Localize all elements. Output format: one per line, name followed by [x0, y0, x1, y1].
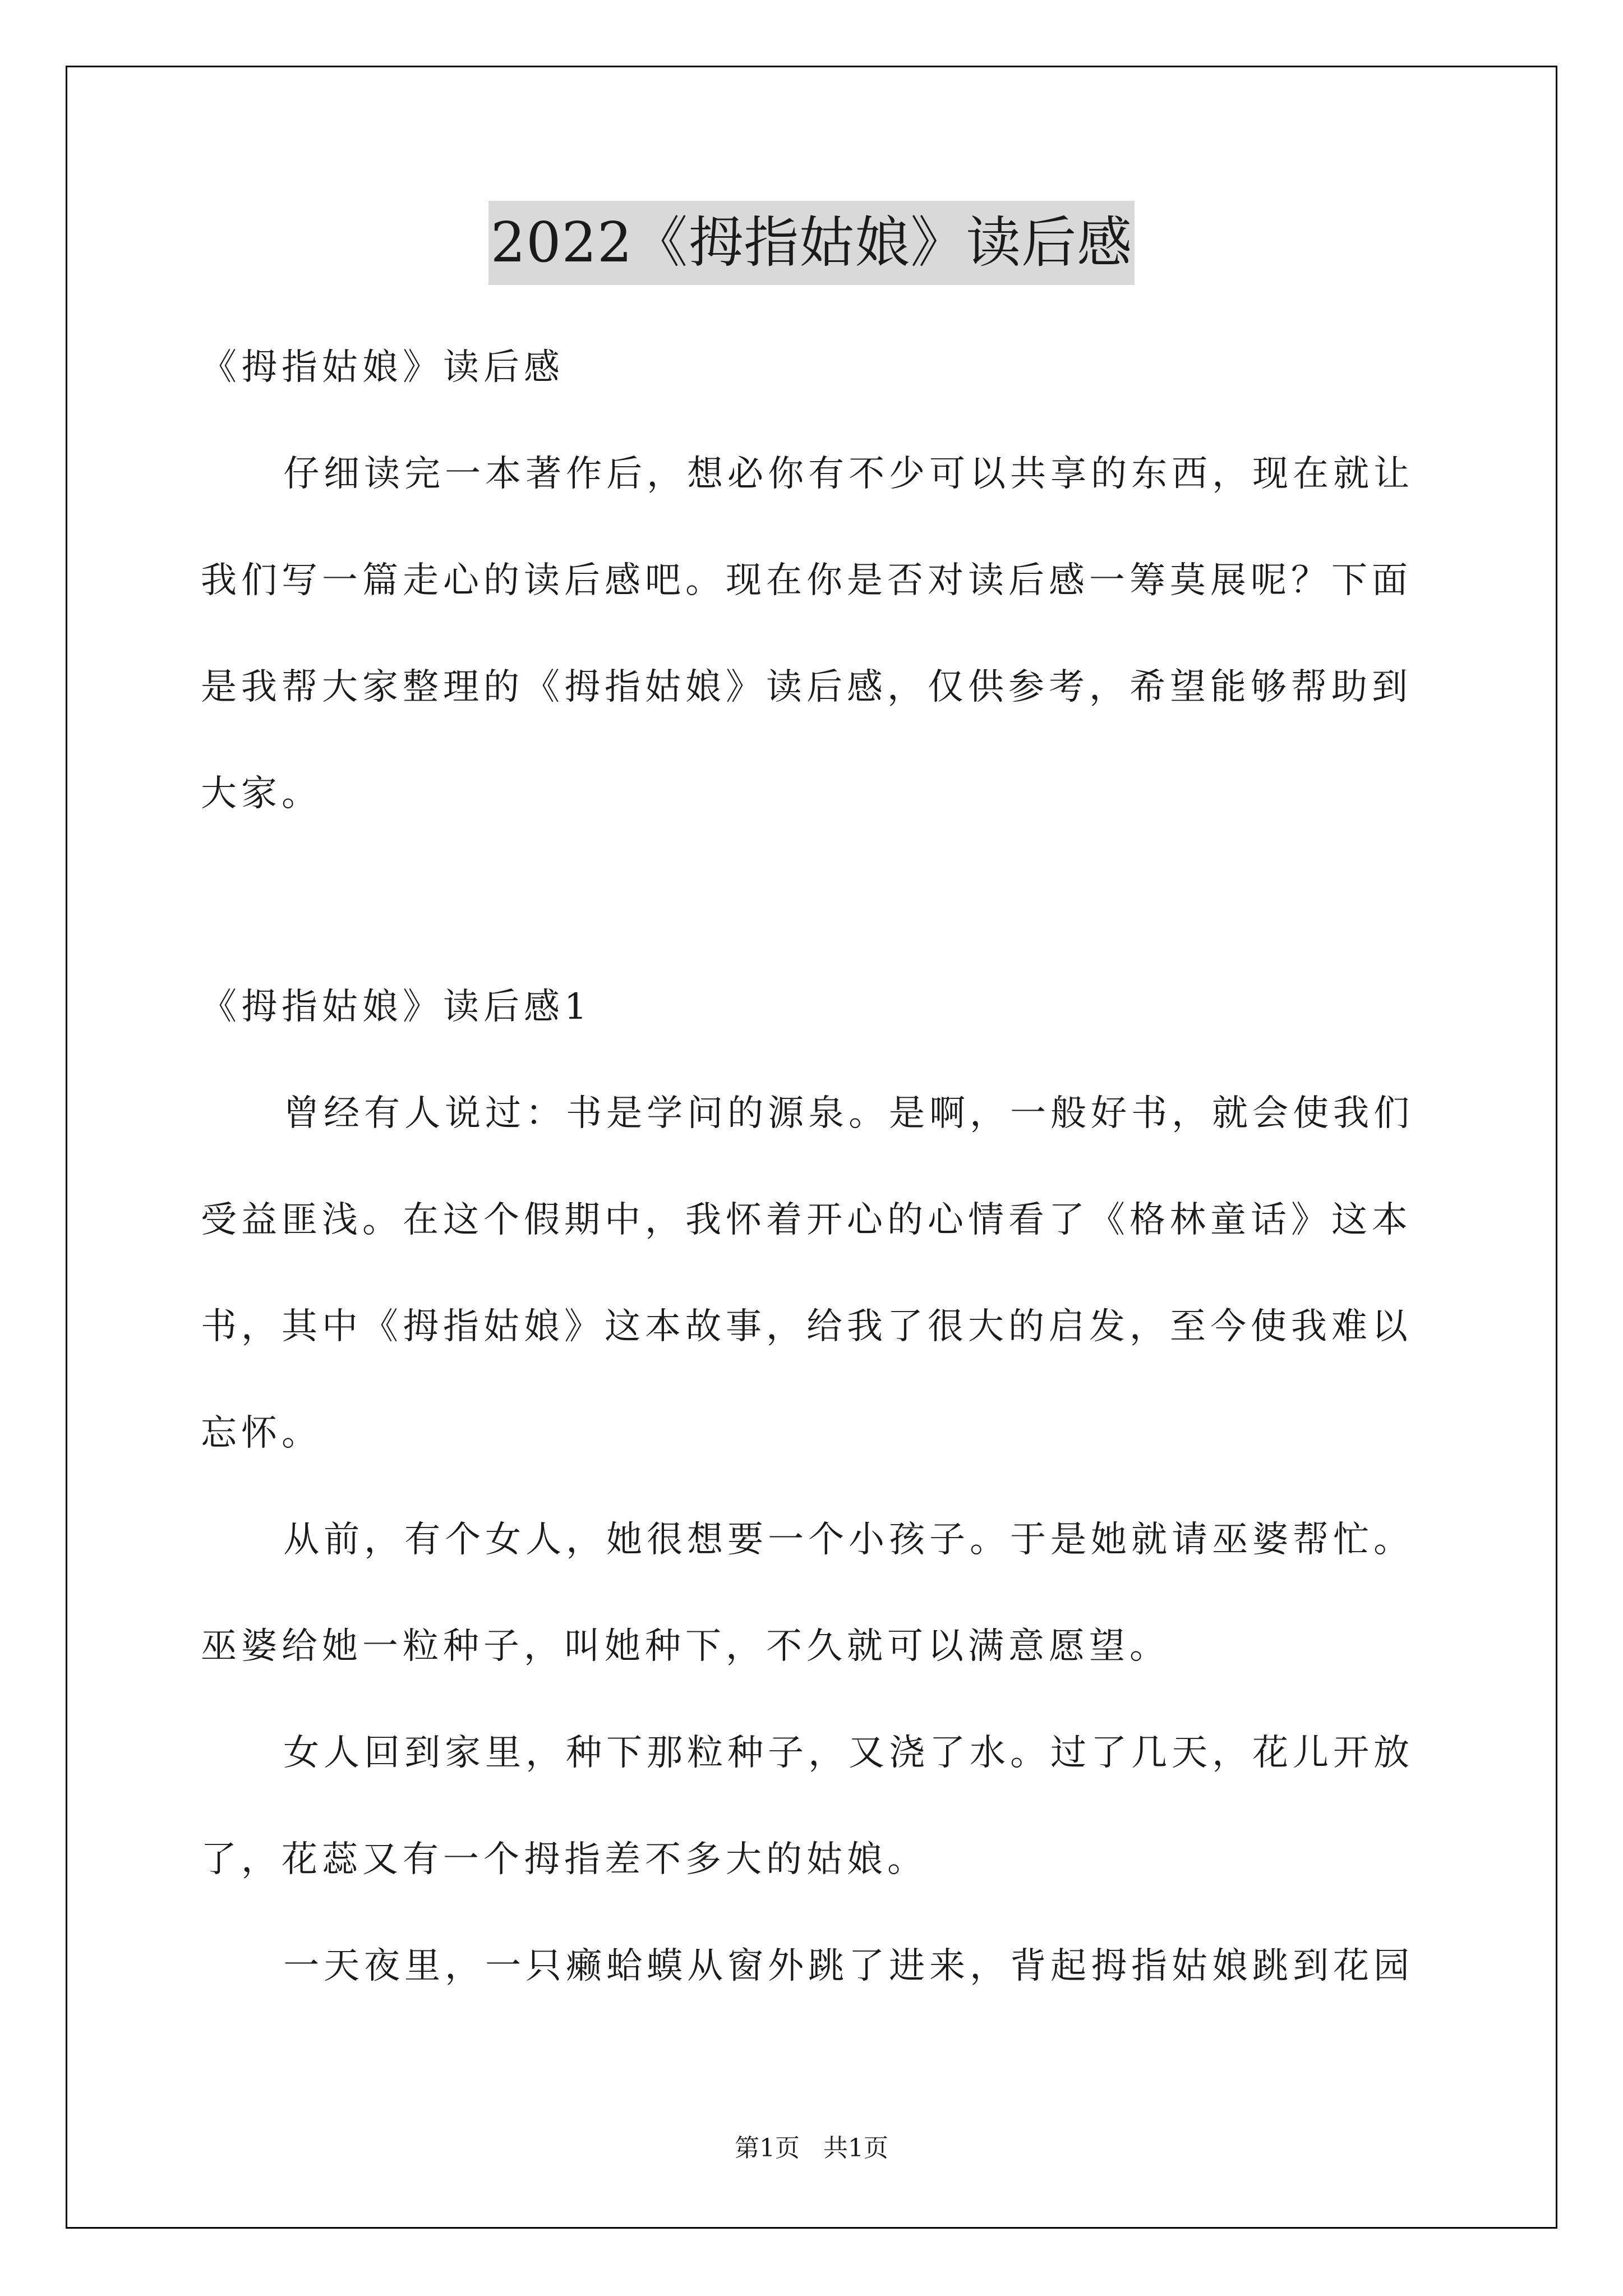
body-paragraph: 一天夜里，一只癞蛤蟆从窗外跳了进来，背起拇指姑娘跳到花园 — [283, 1945, 1414, 1987]
intro-paragraph: 仔细读完一本著作后，想必你有不少可以共享的东西，现在就让我们写一篇走心的读后感吧。现在你是否对读后感一筹莫展呢？下面是我帮大家整理的《拇指姑娘》读后感，仅供参考，希望能够帮助到大家。 — [201, 453, 1414, 815]
intro-heading: 《拇指姑娘》读后感 — [201, 347, 564, 388]
page-footer — [0, 2132, 1623, 2165]
title-container — [0, 201, 1623, 285]
page-number-current: 第1页 — [735, 2134, 800, 2162]
body-paragraph: 从前，有个女人，她很想要一个小孩子。于是她就请巫婆帮忙。巫婆给她一粒种子，叫她种下，不久就可以满意愿望。 — [201, 1519, 1414, 1667]
body-paragraph: 曾经有人说过：书是学问的源泉。是啊，一般好书，就会使我们受益匪浅。在这个假期中，我怀着开心的心情看了《格林童话》这本书，其中《拇指姑娘》这本故事，给我了很大的启发，至今使我难以忘怀。 — [201, 1093, 1414, 1454]
body-paragraph: 女人回到家里，种下那粒种子，又浇了水。过了几天，花儿开放了，花蕊又有一个拇指差不多大的姑娘。 — [201, 1732, 1414, 1880]
document-title: 2022《拇指姑娘》读后感 — [488, 201, 1135, 285]
section-heading: 《拇指姑娘》读后感1 — [201, 986, 592, 1028]
document-body — [201, 314, 1429, 2019]
page-number-total: 共1页 — [823, 2134, 888, 2162]
